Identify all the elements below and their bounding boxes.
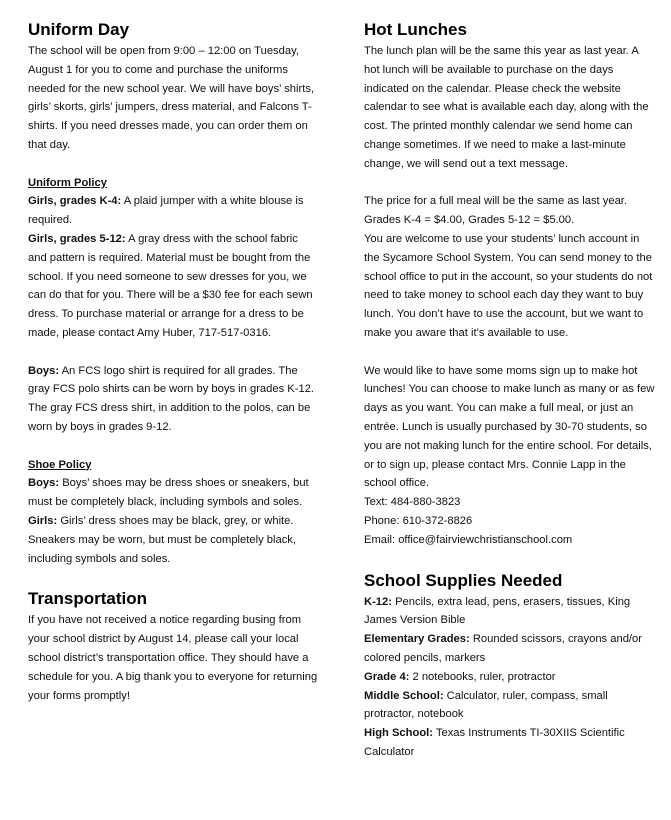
uniform-policy-girls-512 (28, 230, 318, 343)
shoe-policy-boys (28, 474, 318, 512)
supply-text: Texas Instruments TI-30XIIS Scientific Calculator (364, 727, 625, 758)
supply-text: 2 notebooks, ruler, protractor (409, 670, 556, 683)
hot-lunches-price-line: The price for a full meal will be the same as last year. (364, 195, 628, 208)
shoe-policy-heading: Shoe Policy (28, 458, 92, 471)
shoe-policy-girls (28, 512, 318, 568)
girls-k4-label: Girls, grades K-4: (28, 195, 122, 208)
shoe-boys-text: Boys’ shoes may be dress shoes or sneakers, but must be completely black, including symbols and soles. (28, 477, 309, 509)
transportation-body: If you have not received a notice regarding busing from your school district by August 14, please call your local school district’s transportation office. They should have a schedule for you. A big thank you to everyone for returning your forms promptly! (28, 614, 318, 702)
contact-email: Email: office@fairviewchristianschool.com (364, 533, 573, 546)
supply-label: Elementary Grades: (364, 633, 470, 646)
supply-item (364, 593, 656, 631)
spacer (364, 550, 656, 569)
supply-item (364, 724, 656, 762)
right-column (364, 18, 656, 762)
supply-label: Middle School: (364, 689, 444, 702)
girls-512-label: Girls, grades 5-12: (28, 232, 126, 245)
hot-lunches-para1: The lunch plan will be the same this year as last year. A hot lunch will be available to purchase on the days indicated on the calendar. Please check the website calendar to see what is available each day, along with the cost. The printed monthly calendar we send home can change sometimes. If we need to make a last-minute change, we will send out a text message. (364, 45, 649, 170)
uniform-policy-boys (28, 362, 318, 437)
contact-phone: Phone: 610-372-8826 (364, 514, 473, 527)
supply-item (364, 668, 656, 687)
uniform-day-heading: Uniform Day (28, 20, 130, 39)
boys-label: Boys: (28, 364, 60, 377)
spacer (28, 343, 318, 362)
supply-item (364, 687, 656, 725)
spacer (28, 155, 318, 174)
shoe-boys-label: Boys: (28, 477, 60, 490)
contact-text: Text: 484-880-3823 (364, 496, 461, 509)
left-column (28, 18, 318, 705)
shoe-girls-label: Girls: (28, 514, 58, 527)
supply-text: Rounded scissors, crayons and/or colored pencils, markers (364, 633, 642, 664)
supply-label: Grade 4: (364, 670, 410, 683)
spacer (364, 343, 656, 362)
hot-lunches-account: You are welcome to use your students’ lunch account in the Sycamore School System. You can send money to the school office to put in the account, so your students do not need to take money to school each day they want to buy lunch. You don’t have to use the account, but we want to make you aware that it’s available to use. (364, 232, 653, 339)
shoe-girls-text: Girls’ dress shoes may be black, grey, or white. Sneakers may be worn, but must be completely black, including symbols and soles. (28, 514, 297, 565)
uniform-day-body: The school will be open from 9:00 – 12:00 on Tuesday, August 1 for you to come and purchase the uniforms needed for the new school year. We will have boys’ shirts, girls’ skorts, girls’ jumpers, dress material, and Falcons T-shirts. If you need dresses made, you can order them on that day. (28, 45, 315, 151)
transportation-heading: Transportation (28, 589, 148, 609)
supply-label: High School: (364, 727, 433, 740)
hot-lunches-grade-prices: Grades K-4 = $4.00, Grades 5-12 = $5.00. (364, 214, 575, 227)
boys-text: An FCS logo shirt is required for all grades. The gray FCS polo shirts can be worn by boys in grades K-12. The gray FCS dress shirt, in addition to the polos, can be worn by boys in grades 9-12. (28, 364, 315, 433)
girls-512-text: A gray dress with the school fabric and pattern is required. Material must be bought from the school. If you need someone to sew dresses for you, we can do that for you. There will be a $30 fee for each sewn dress. To purchase material or arrange for a dress to be made, please contact Amy Huber, 717-517-0316. (28, 232, 313, 339)
hot-lunches-heading: Hot Lunches (364, 20, 467, 39)
girls-k4-text: A plaid jumper with a white blouse is required. (28, 195, 304, 227)
supply-label: K-12: (364, 595, 392, 608)
spacer (364, 174, 656, 193)
supply-text: Pencils, extra lead, pens, erasers, tissues, King James Version Bible (364, 595, 631, 627)
spacer (28, 437, 318, 456)
supply-item (364, 630, 656, 668)
supplies-heading: School Supplies Needed (364, 570, 563, 590)
hot-lunches-volunteers: We would like to have some moms sign up to make hot lunches! You can choose to make lunch as many or as few days as you want. You can make a full meal, or just an entrée. Lunch is usually purchased by 30-70 students, so you are not making lunch for the entire school. For details, or to sign up, please contact Mrs. Connie Lapp in the school office. (364, 364, 655, 490)
supply-text: Calculator, ruler, compass, small protractor, notebook (364, 689, 608, 721)
uniform-policy-girls-k4 (28, 192, 318, 230)
spacer (28, 568, 318, 587)
uniform-policy-heading: Uniform Policy (28, 176, 107, 189)
